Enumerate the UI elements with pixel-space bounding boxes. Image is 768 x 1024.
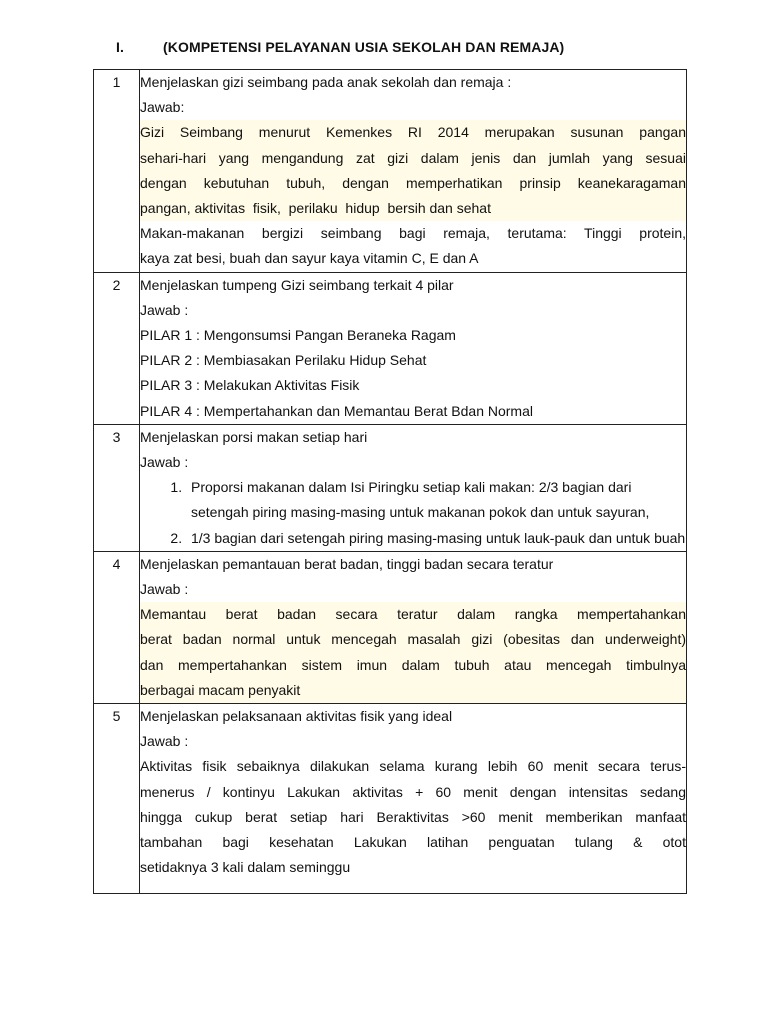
row-content xyxy=(140,424,687,551)
row-number: 5 xyxy=(94,704,140,893)
answer-label: Jawab: xyxy=(140,99,185,116)
section-title: (KOMPETENSI PELAYANAN USIA SEKOLAH DAN REMAJA) xyxy=(163,39,565,55)
section-number: I. xyxy=(116,39,124,55)
answer-line: sehari-hari yang mengandung zat gizi dalam jenis dan jumlah yang sesuai xyxy=(140,149,686,166)
table-row xyxy=(94,70,687,273)
question-text: Menjelaskan tumpeng Gizi seimbang terkait 4 pilar xyxy=(140,276,454,293)
row-content xyxy=(140,551,687,703)
row-number: 3 xyxy=(94,424,140,551)
pillar-item: PILAR 1 : Mengonsumsi Pangan Beraneka Ragam xyxy=(140,327,456,344)
question-text: Menjelaskan pemantauan berat badan, tinggi badan secara teratur xyxy=(140,555,554,572)
row-content xyxy=(140,272,687,424)
answer-label: Jawab : xyxy=(140,581,189,598)
question-text: Menjelaskan porsi makan setiap hari xyxy=(140,428,368,445)
row-number: 2 xyxy=(94,272,140,424)
answer-label: Jawab : xyxy=(140,454,189,471)
answer-line: berbagai macam penyakit xyxy=(140,681,301,698)
answer-line: hingga cukup berat setiap hari Beraktivitas >60 menit memberikan manfaat xyxy=(140,808,686,825)
answer-line: pangan, aktivitas fisik, perilaku hidup bersih dan sehat xyxy=(140,200,491,217)
row-number: 4 xyxy=(94,551,140,703)
table-row xyxy=(94,551,687,703)
answer-line: menerus / kontinyu Lakukan aktivitas + 60 menit dengan intensitas sedang xyxy=(140,783,686,800)
row-content xyxy=(140,70,687,273)
question-text: Menjelaskan gizi seimbang pada anak sekolah dan remaja : xyxy=(140,74,512,90)
answer-line: kaya zat besi, buah dan sayur kaya vitamin C, E dan A xyxy=(140,250,479,267)
answer-line: dengan kebutuhan tubuh, dengan memperhatikan prinsip keanekaragaman xyxy=(140,174,686,191)
answer-line: Gizi Seimbang menurut Kemenkes RI 2014 merupakan susunan pangan xyxy=(140,124,686,141)
pillar-item: PILAR 2 : Membiasakan Perilaku Hidup Sehat xyxy=(140,352,427,369)
answer-line: Aktivitas fisik sebaiknya dilakukan selama kurang lebih 60 menit secara terus- xyxy=(140,758,686,775)
pillar-item: PILAR 3 : Melakukan Aktivitas Fisik xyxy=(140,377,360,394)
row-number: 1 xyxy=(94,70,140,273)
row-content xyxy=(140,704,687,893)
answer-line: berat badan normal untuk mencegah masalah gizi (obesitas dan underweight) xyxy=(140,631,686,648)
pillar-item: PILAR 4 : Mempertahankan dan Memantau Berat Bdan Normal xyxy=(140,402,533,419)
numbered-answer-list xyxy=(140,475,686,551)
competency-table xyxy=(93,69,687,894)
answer-line: Memantau berat badan secara teratur dalam rangka mempertahankan xyxy=(140,606,686,623)
answer-line: Makan-makanan bergizi seimbang bagi remaja, terutama: Tinggi protein, xyxy=(140,225,686,242)
list-item: 1. Proporsi makanan dalam Isi Piringku setiap kali makan: 2/3 bagian dari setengah piring masing-masing untuk makanan pokok dan untuk sayuran, xyxy=(186,475,686,525)
table-row xyxy=(94,272,687,424)
answer-line: tambahan bagi kesehatan Lakukan latihan penguatan tulang & otot xyxy=(140,834,686,851)
answer-label: Jawab : xyxy=(140,733,189,750)
list-item: 2. 1/3 bagian dari setengah piring masing-masing untuk lauk-pauk dan untuk buah xyxy=(186,526,686,551)
table-row xyxy=(94,704,687,893)
answer-line: setidaknya 3 kali dalam seminggu xyxy=(140,859,351,876)
answer-label: Jawab : xyxy=(140,301,189,318)
highlighted-answer xyxy=(140,120,686,221)
highlighted-answer xyxy=(140,602,686,703)
answer-line: dan mempertahankan sistem imun dalam tubuh atau mencegah timbulnya xyxy=(140,656,686,673)
question-text: Menjelaskan pelaksanaan aktivitas fisik yang ideal xyxy=(140,708,453,725)
table-row xyxy=(94,424,687,551)
